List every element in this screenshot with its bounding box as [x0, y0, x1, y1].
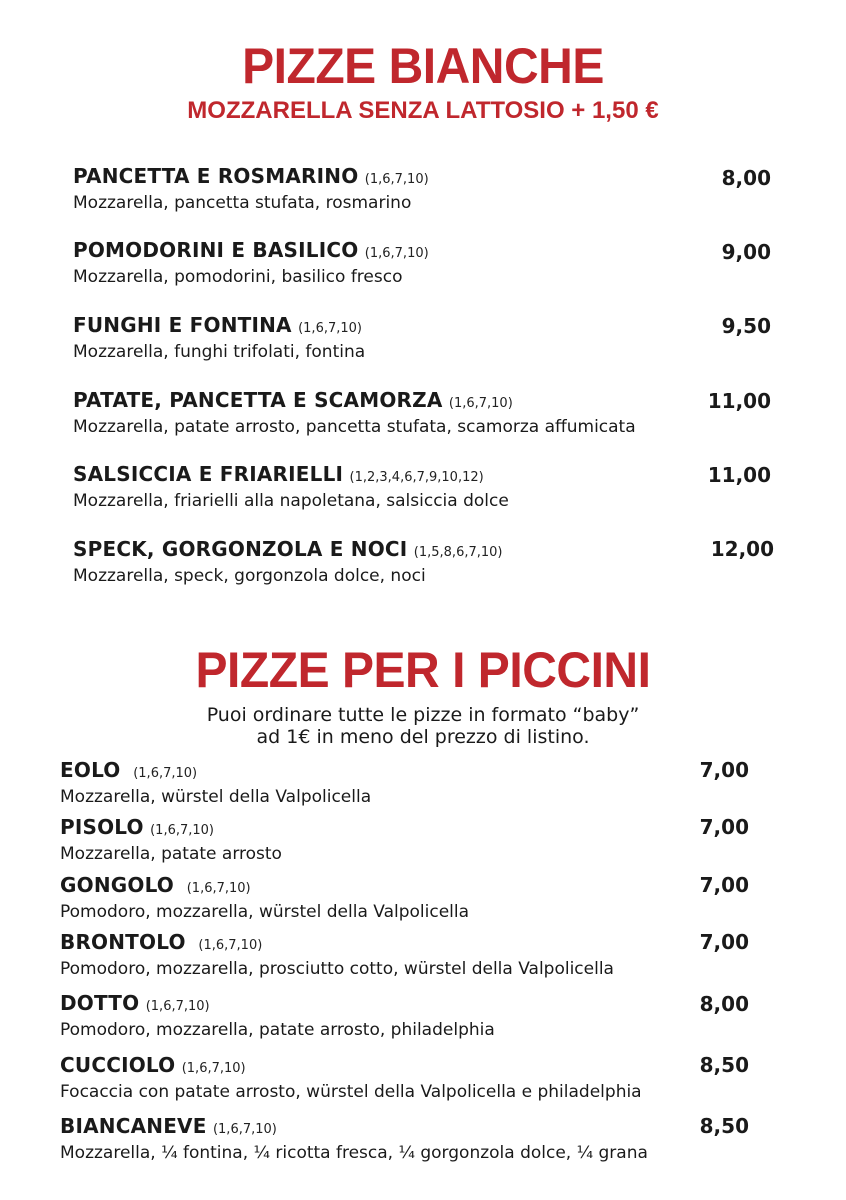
menu-item [73, 238, 429, 288]
item-name: BIANCANEVE [60, 1114, 207, 1138]
item-name: POMODORINI E BASILICO [73, 238, 359, 262]
item-name: DOTTO [60, 991, 140, 1015]
menu-item [60, 991, 495, 1041]
item-name: SPECK, GORGONZOLA E NOCI [73, 537, 408, 561]
item-description: Mozzarella, speck, gorgonzola dolce, noci [73, 566, 426, 586]
item-allergens: (1,6,7,10) [150, 823, 215, 838]
item-allergens: (1,6,7,10) [145, 999, 210, 1014]
section-title-bianche: PIZZE BIANCHE [242, 38, 604, 94]
item-allergens: (1,6,7,10) [212, 1122, 277, 1137]
menu-item [73, 313, 365, 363]
menu-item [60, 815, 282, 865]
section-title-piccini: PIZZE PER I PICCINI [195, 642, 651, 698]
item-price: 8,00 [721, 166, 771, 190]
item-allergens: (1,6,7,10) [364, 172, 429, 187]
item-name: GONGOLO [60, 873, 175, 897]
item-name: PANCETTA E ROSMARINO [73, 164, 359, 188]
item-allergens: (1,5,8,6,7,10) [413, 545, 503, 560]
item-name: FUNGHI E FONTINA [73, 313, 292, 337]
menu-item [60, 758, 371, 808]
item-description: Pomodoro, mozzarella, patate arrosto, philadelphia [60, 1020, 495, 1040]
item-description: Mozzarella, ¼ fontina, ¼ ricotta fresca, ¼ gorgonzola dolce, ¼ grana [60, 1143, 648, 1163]
item-price: 7,00 [699, 930, 749, 954]
menu-item [73, 164, 429, 214]
baby-format-note [0, 704, 846, 748]
item-price: 7,00 [699, 758, 749, 782]
item-description: Mozzarella, pomodorini, basilico fresco [73, 267, 403, 287]
item-price: 9,00 [721, 240, 771, 264]
item-allergens: (1,6,7,10) [298, 321, 362, 336]
item-description: Mozzarella, patate arrosto [60, 844, 282, 864]
menu-item [60, 930, 614, 980]
item-description: Mozzarella, funghi trifolati, fontina [73, 342, 366, 362]
baby-note-line-1: Puoi ordinare tutte le pizze in formato “baby” [206, 704, 640, 726]
item-price: 8,50 [699, 1114, 749, 1138]
item-allergens: (1,6,7,10) [133, 766, 198, 781]
menu-item [73, 537, 502, 587]
menu-item [60, 1114, 648, 1164]
baby-note-line-2: ad 1€ in meno del prezzo di listino. [256, 726, 590, 748]
item-allergens: (1,6,7,10) [186, 881, 251, 896]
item-name: PISOLO [60, 815, 144, 839]
item-description: Mozzarella, friarielli alla napoletana, salsiccia dolce [73, 491, 509, 511]
item-price: 7,00 [699, 815, 749, 839]
item-description: Pomodoro, mozzarella, würstel della Valpolicella [60, 902, 470, 922]
item-price: 8,00 [699, 992, 749, 1016]
item-allergens: (1,6,7,10) [364, 246, 429, 261]
item-price: 7,00 [699, 873, 749, 897]
item-description: Mozzarella, würstel della Valpolicella [60, 787, 372, 807]
menu-item [60, 1053, 642, 1103]
item-name: CUCCIOLO [60, 1053, 176, 1077]
item-price: 11,00 [707, 389, 771, 413]
item-price: 11,00 [707, 463, 771, 487]
item-price: 9,50 [721, 314, 771, 338]
item-price: 12,00 [710, 537, 774, 561]
item-allergens: (1,6,7,10) [181, 1061, 246, 1076]
item-name: EOLO [60, 758, 121, 782]
lactose-free-note: MOZZARELLA SENZA LATTOSIO + 1,50 € [187, 97, 659, 124]
item-description: Pomodoro, mozzarella, prosciutto cotto, würstel della Valpolicella [60, 959, 614, 979]
item-description: Mozzarella, patate arrosto, pancetta stufata, scamorza affumicata [73, 417, 636, 437]
item-name: PATATE, PANCETTA E SCAMORZA [73, 388, 443, 412]
item-name: BRONTOLO [60, 930, 186, 954]
item-description: Focaccia con patate arrosto, würstel della Valpolicella e philadelphia [60, 1082, 642, 1102]
item-name: SALSICCIA E FRIARIELLI [73, 462, 344, 486]
item-price: 8,50 [699, 1053, 749, 1077]
item-allergens: (1,6,7,10) [198, 938, 263, 953]
item-description: Mozzarella, pancetta stufata, rosmarino [73, 193, 412, 213]
item-allergens: (1,2,3,4,6,7,9,10,12) [349, 470, 484, 485]
menu-item [73, 388, 636, 438]
menu-item [73, 462, 509, 512]
menu-item [60, 873, 469, 923]
item-allergens: (1,6,7,10) [448, 396, 513, 411]
